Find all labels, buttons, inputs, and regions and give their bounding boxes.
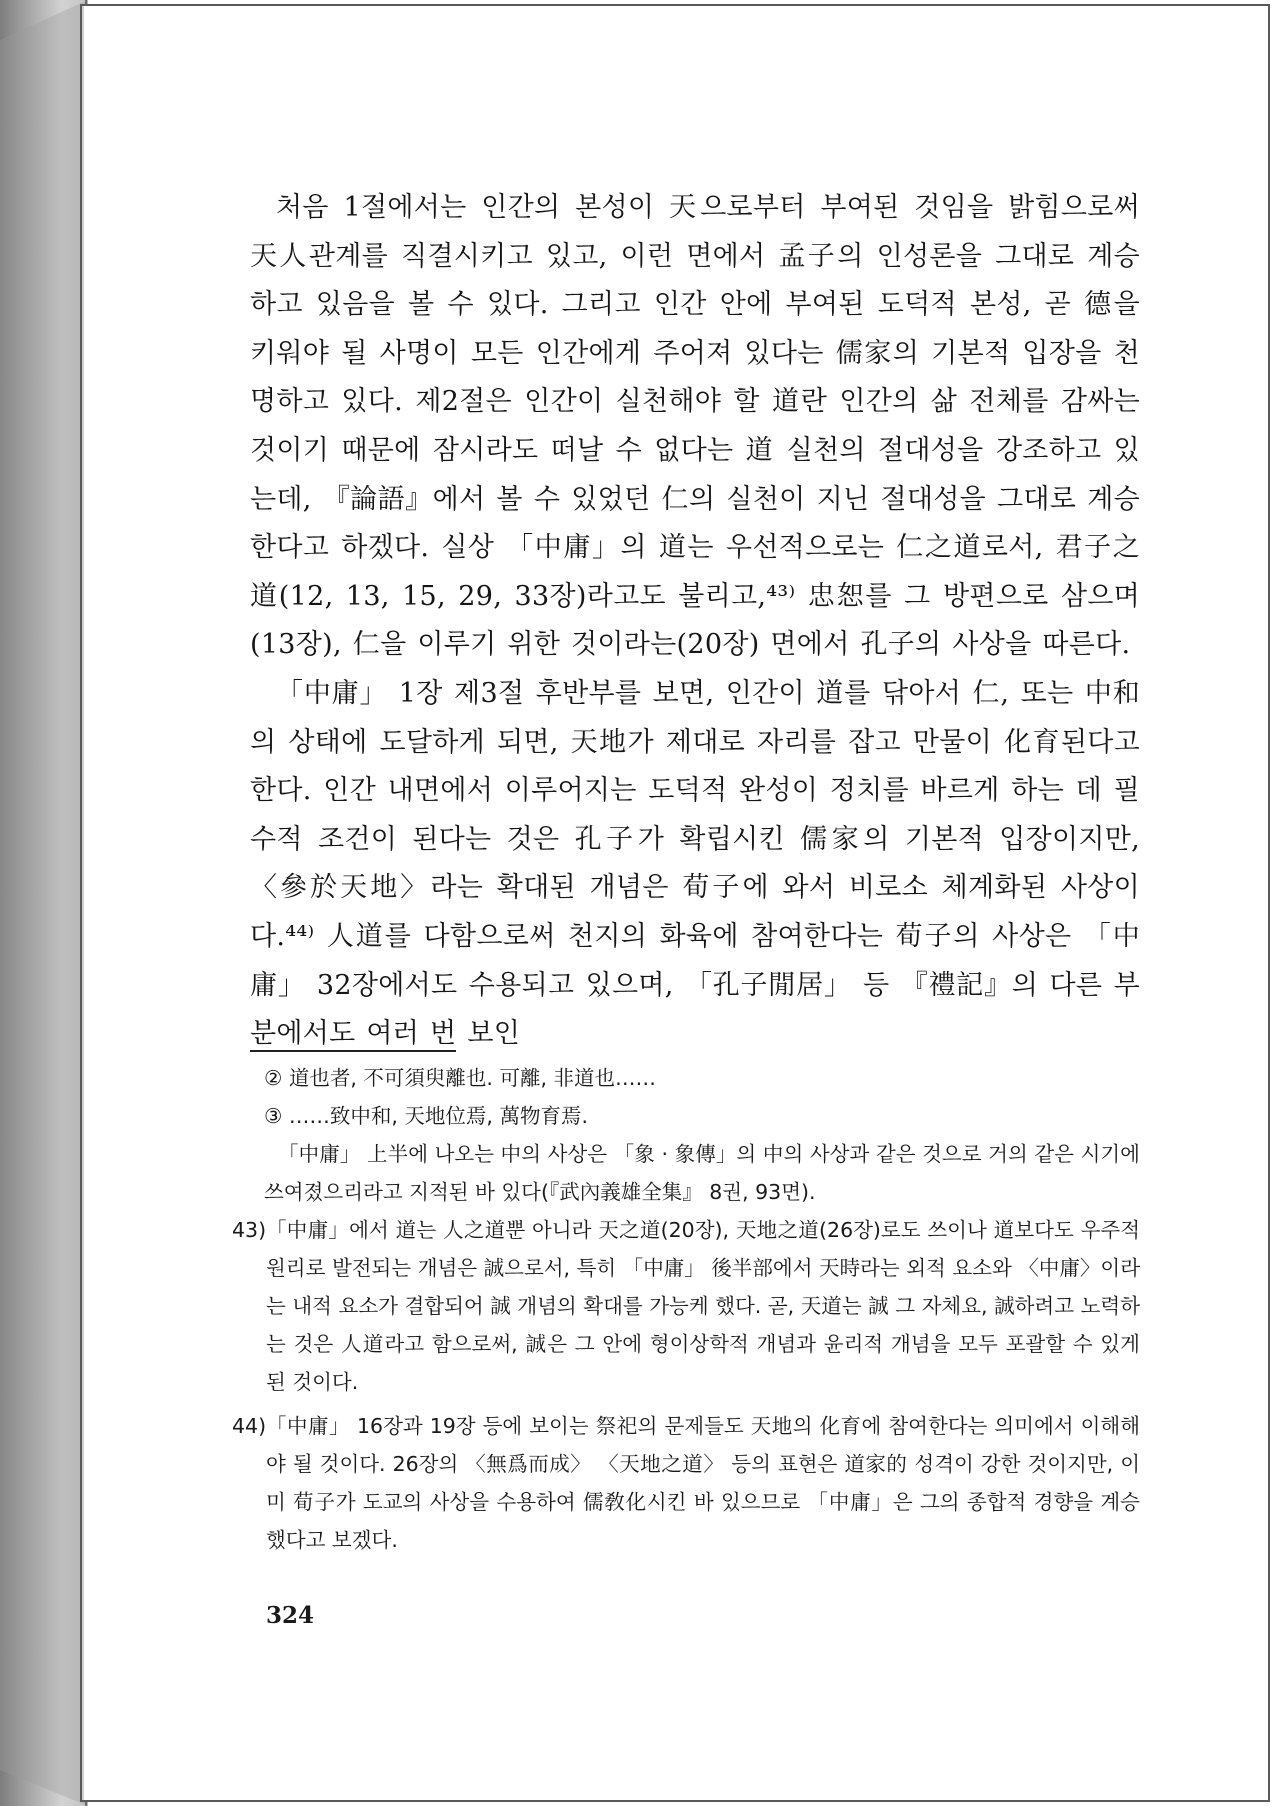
paragraph-1: 처음 1절에서는 인간의 본성이 天으로부터 부여된 것임을 밝힘으로써 天人관계를 직결시키고 있고, 이런 면에서 孟子의 인성론을 그대로 계승하고 있음을 볼 수 있다. 그리고 인간 안에 부여된 도덕적 본성, 곧 德을 키워야 될 사명이 모든 인간에게 주어져 있다는 儒家의 기본적 입장을 천명하고 있다. 제2절은 인간이 실천해야 할 道란 인간의 삶 전체를 감싸는 것이기 때문에 잠시라도 떠날 수 없다는 道 실천의 절대성을 강조하고 있는데, 『論語』에서 볼 수 있었던 仁의 실천이 지닌 절대성을 그대로 계승한다고 하겠다. 실상 「中庸」의 道는 우선적으로는 仁之道로서, 君子之道(12, 13, 15, 29, 33장)라고도 불리고,⁴³⁾ 忠恕를 그 방편으로 삼으며(13장), 仁을 이루기 위한 것이라는(20장) 면에서 孔子의 사상을 따른다. [250,192,1140,661]
main-text [250,184,1140,1059]
book-edge-shading [0,0,88,1806]
footnote-43-text: 「中庸」에서 道는 人之道뿐 아니라 天之道(20장), 天地之道(26장)로도 쓰이나 道보다도 우주적 원리로 발전되는 개념은 誠으로서, 특히 「中庸」 後半部에서 天時라는 외적 요소와 〈中庸〉이라는 내적 요소가 결합되어 誠 개념의 확대를 가능케 했다. 곧, 天道는 誠 그 자체요, 誠하려고 노력하는 것은 人道라고 함으로써, 誠은 그 안에 형이상학적 개념과 윤리적 개념을 모두 포괄할 수 있게 된 것이다. [266,1218,1140,1394]
paragraph-2: 「中庸」 1장 제3절 후반부를 보면, 인간이 道를 닦아서 仁, 또는 中和의 상태에 도달하게 되면, 天地가 제대로 자리를 잡고 만물이 化育된다고 한다. 인간 내면에서 이루어지는 도덕적 완성이 정치를 바르게 하는 데 필수적 조건이 된다는 것은 孔子가 확립시킨 儒家의 기본적 입장이지만, 〈參於天地〉라는 확대된 개념은 荀子에 와서 비로소 체계화된 사상이다.⁴⁴⁾ 人道를 다함으로써 천지의 화육에 참여한다는 荀子의 사상은 「中庸」 32장에서도 수용되고 있으며, 「孔子閒居」 등 『禮記』의 다른 부분에서도 여러 번 보인 [250,677,1141,1050]
footnotes [232,1059,1140,1559]
body-paragraphs [250,184,1140,1059]
footnote-continuation: 「中庸」 上半에 나오는 中의 사상은 「象 · 象傳」의 中의 사상과 같은 것으로 거의 같은 시기에 쓰여졌으리라고 지적된 바 있다(『武內義雄全集』 8권, 93면). [264,1142,1140,1204]
footnote-44 [232,1407,1140,1559]
footnote-quote-3: ③ ……致中和, 天地位焉, 萬物育焉. [264,1104,588,1128]
footnote-43 [232,1211,1140,1401]
footnote-44-text: 「中庸」 16장과 19장 등에 보이는 祭祀의 문제들도 天地의 化育에 참여한다는 의미에서 이해해야 될 것이다. 26장의 〈無爲而成〉 〈天地之道〉 등의 표현은 道家的 성격이 강한 것이지만, 이미 荀子가 도교의 사상을 수용하여 儒敎化시킨 바 있으므로 「中庸」은 그의 종합적 경향을 계승했다고 보겠다. [266,1414,1140,1552]
footnote-43-label: 43) [232,1218,267,1242]
footnote-divider [250,1050,456,1052]
footnote-44-label: 44) [232,1414,267,1438]
page-number: 324 [266,1602,315,1629]
footnote-quote-2: ② 道也者, 不可須臾離也. 可離, 非道也…… [264,1066,656,1090]
